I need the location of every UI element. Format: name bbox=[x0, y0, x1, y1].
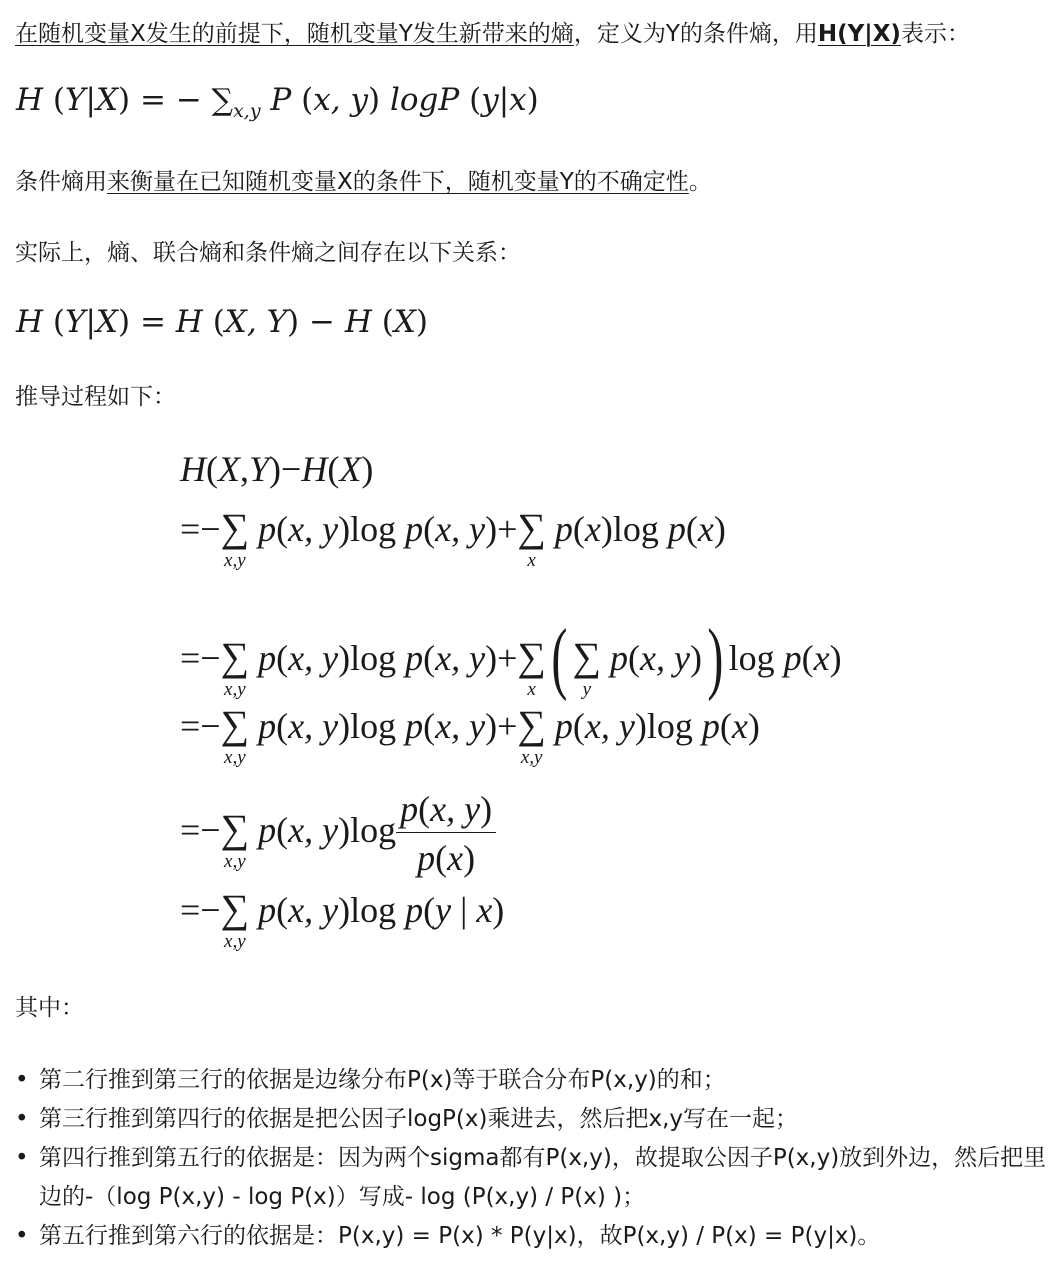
derivation-line-2: =−∑ x,y p(x, y)log p(x, y)+∑ x p(x)log p(x) bbox=[180, 505, 726, 571]
list-item: • 第二行推到第三行的依据是边缘分布P(x)等于联合分布P(x,y)的和； bbox=[15, 1061, 1050, 1100]
intro-paragraph bbox=[15, 19, 970, 49]
notes-list bbox=[15, 1061, 1050, 1256]
formula-conditional-entropy: H (Y|X) = − $\sum_{x,y}$ P (x, y) logP (y|x) bbox=[16, 82, 539, 123]
intro-end-text: 表示： bbox=[900, 21, 970, 47]
list-item: • 第五行推到第六行的依据是：P(x,y) = P(x) * P(y|x)，故P(x,y) / P(x) = P(y|x)。 bbox=[15, 1217, 1050, 1256]
formula-relation: H (Y|X) = H (X, Y) − H (X) bbox=[16, 304, 429, 340]
meaning-suffix: 。 bbox=[688, 169, 712, 195]
relation-paragraph: 实际上，熵、联合熵和条件熵之间存在以下关系： bbox=[15, 240, 521, 266]
list-item: • 第四行推到第五行的依据是：因为两个sigma都有P(x,y)，故提取公因子P(x,y)放到外边，然后把里边的-（log P(x,y) - log P(x)）写成- log (P(x,y) / P(x) )； bbox=[15, 1139, 1050, 1217]
meaning-prefix: 条件熵用 bbox=[15, 169, 107, 195]
derivation-line-5: =−∑ x,y p(x, y)log $\frac{p(x, y)}{p(x)}$ bbox=[180, 788, 496, 879]
meaning-paragraph bbox=[15, 167, 712, 197]
derivation-line-1: H(X,Y)−H(X) bbox=[180, 449, 374, 489]
conditional-entropy-symbol[interactable]: H(Y|X) bbox=[817, 21, 901, 47]
derivation-line-3: =−∑ x,y p(x, y)log p(x, y)+∑ x ( ∑ y p(x, y)) log p(x) bbox=[180, 614, 842, 702]
derivation-line-6: =−∑ x,y p(x, y)log p(y | x) bbox=[180, 886, 505, 952]
derivation-label: 推导过程如下： bbox=[15, 384, 176, 410]
notes-list-wrapper bbox=[15, 1061, 1050, 1256]
meaning-underlined[interactable]: 来衡量在已知随机变量X的条件下，随机变量Y的不确定性 bbox=[107, 169, 689, 195]
definition-link[interactable]: 在随机变量X发生的前提下，随机变量Y发生新带来的熵 bbox=[15, 21, 574, 47]
list-item: • 第三行推到第四行的依据是把公因子logP(x)乘进去，然后把x,y写在一起； bbox=[15, 1100, 1050, 1139]
derivation-line-4: =−∑ x,y p(x, y)log p(x, y)+∑ x,y p(x, y)log p(x) bbox=[180, 702, 760, 768]
where-label: 其中： bbox=[15, 995, 84, 1021]
intro-mid-text: ，定义为Y的条件熵，用 bbox=[573, 21, 818, 47]
